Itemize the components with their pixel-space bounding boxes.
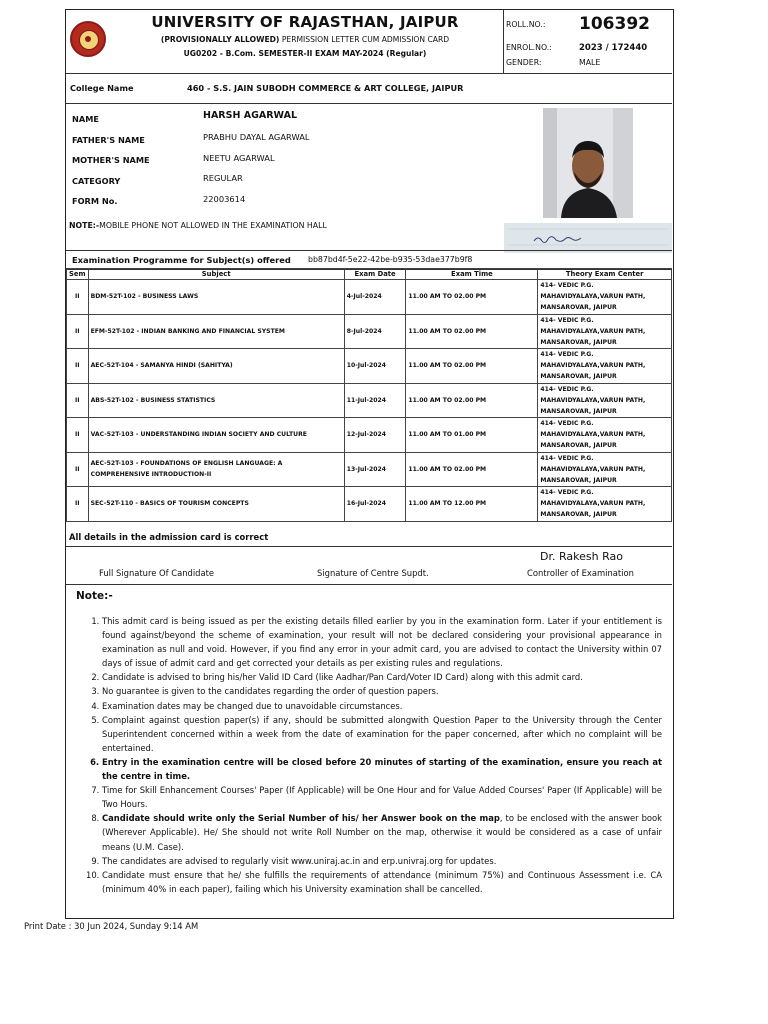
note-item: 3. No guarantee is given to the candidates regarding the order of question papers. — [102, 684, 662, 698]
row-time: 11.00 AM TO 12.00 PM — [406, 487, 538, 522]
signature-row — [66, 546, 672, 585]
roll-number: 106392 — [579, 14, 650, 34]
programme-header — [66, 250, 672, 270]
student-name: HARSH AGARWAL — [203, 110, 297, 121]
note-item: 9. The candidates are advised to regularly visit www.uniraj.ac.in and erp.univraj.org for updates. — [102, 854, 662, 868]
form-number: 22003614 — [203, 194, 246, 204]
gender-label: GENDER: — [506, 58, 542, 67]
row-date: 8-Jul-2024 — [344, 314, 406, 349]
row-subject: VAC-52T-103 - UNDERSTANDING INDIAN SOCIETY AND CULTURE — [88, 418, 344, 453]
controller-name: Dr. Rakesh Rao — [540, 550, 623, 563]
row-date: 11-Jul-2024 — [344, 383, 406, 418]
row-sem: II — [67, 418, 89, 453]
note-item: 8. Candidate should write only the Serial Number of his/ her Answer book on the map, to be enclosed with the answer book (Wherever Applicable). He/ She should not write Roll Number on the map, otherwise it would be considered as a case of unfair means (U.M. Case). — [102, 811, 662, 853]
row-time: 11.00 AM TO 02.00 PM — [406, 349, 538, 384]
row-subject: BDM-52T-102 - BUSINESS LAWS — [88, 280, 344, 315]
father-label: FATHER'S NAME — [72, 135, 145, 145]
column-header-date: Exam Date — [344, 269, 406, 280]
admission-card — [65, 9, 674, 919]
candidate-photo — [543, 108, 633, 218]
row-subject: ABS-52T-102 - BUSINESS STATISTICS — [88, 383, 344, 418]
column-header-sem: Sem — [67, 269, 89, 280]
row-center: 414- VEDIC P.G. MAHAVIDYALAYA,VARUN PATH, MANSAROVAR, JAIPUR — [538, 452, 672, 487]
controller-label: Controller of Examination — [527, 568, 634, 578]
candidate-signature-image — [504, 223, 672, 253]
row-time: 11.00 AM TO 02.00 PM — [406, 452, 538, 487]
name-label: NAME — [72, 114, 99, 124]
university-title: UNIVERSITY OF RAJASTHAN, JAIPUR — [151, 13, 459, 31]
row-center: 414- VEDIC P.G. MAHAVIDYALAYA,VARUN PATH, MANSAROVAR, JAIPUR — [538, 349, 672, 384]
row-date: 10-Jul-2024 — [344, 349, 406, 384]
father-name: PRABHU DAYAL AGARWAL — [203, 132, 310, 142]
category-label: CATEGORY — [72, 176, 121, 186]
row-time: 11.00 AM TO 01.00 PM — [406, 418, 538, 453]
row-sem: II — [67, 383, 89, 418]
note-item: 7. Time for Skill Enhancement Courses' Paper (If Applicable) will be One Hour and for Value Added Courses' Paper (If Applicable) will be Two Hours. — [102, 783, 662, 811]
row-center: 414- VEDIC P.G. MAHAVIDYALAYA,VARUN PATH, MANSAROVAR, JAIPUR — [538, 383, 672, 418]
exam-schedule-table — [66, 268, 672, 522]
column-header-time: Exam Time — [406, 269, 538, 280]
note-item: 10. Candidate must ensure that he/ she fulfills the requirements of attendance (minimum 75%) and Continuous Assessment i.e. CA (minimum 40% in each paper), failing which his University examination shall be cancelled. — [102, 868, 662, 896]
form-label: FORM No. — [72, 196, 118, 206]
column-header-subject: Subject — [88, 269, 344, 280]
row-time: 11.00 AM TO 02.00 PM — [406, 383, 538, 418]
row-center: 414- VEDIC P.G. MAHAVIDYALAYA,VARUN PATH, MANSAROVAR, JAIPUR — [538, 314, 672, 349]
row-time: 11.00 AM TO 02.00 PM — [406, 314, 538, 349]
exam-title: UG0202 - B.Com. SEMESTER-II EXAM MAY-2024 (Regular) — [183, 49, 427, 58]
table-row — [67, 452, 672, 487]
programme-label: Examination Programme for Subject(s) offered — [72, 255, 291, 265]
programme-code: bb87bd4f-5e22-42be-b935-53dae377b9f8 — [308, 255, 473, 264]
note-item: 5. Complaint against question paper(s) if any, should be submitted alongwith Question Paper to the University through the Center Superintendent concerned within a week from the date of examination for the paper concerned, after which no complaint will be entertained. — [102, 713, 662, 755]
row-center: 414- VEDIC P.G. MAHAVIDYALAYA,VARUN PATH, MANSAROVAR, JAIPUR — [538, 418, 672, 453]
mother-label: MOTHER'S NAME — [72, 155, 150, 165]
row-time: 11.00 AM TO 02.00 PM — [406, 280, 538, 315]
row-date: 16-Jul-2024 — [344, 487, 406, 522]
print-date: Print Date : 30 Jun 2024, Sunday 9:14 AM — [24, 921, 199, 931]
table-header-row — [67, 269, 672, 280]
row-sem: II — [67, 487, 89, 522]
admission-card-subtitle: (PROVISIONALLY ALLOWED) PERMISSION LETTER CUM ADMISSION CARD — [160, 35, 450, 44]
mobile-phone-note: NOTE:-MOBILE PHONE NOT ALLOWED IN THE EXAMINATION HALL — [69, 221, 327, 230]
confirmation-row — [66, 528, 672, 547]
row-sem: II — [67, 349, 89, 384]
note-item: 6. Entry in the examination centre will be closed before 20 minutes of starting of the examination, ensure you reach at the centre in time. — [102, 755, 662, 783]
college-row — [66, 73, 672, 104]
column-header-center: Theory Exam Center — [538, 269, 672, 280]
table-row — [67, 487, 672, 522]
table-row — [67, 280, 672, 315]
row-center: 414- VEDIC P.G. MAHAVIDYALAYA,VARUN PATH, MANSAROVAR, JAIPUR — [538, 280, 672, 315]
confirmation-text: All details in the admission card is correct — [69, 532, 269, 542]
card-header — [66, 10, 672, 74]
note-item: 1. This admit card is being issued as per the existing details filled earlier by you in the examination form. Later if your entitlement is found against/beyond the scheme of examination, your result will not be declared considering your provisional appearance in examination as null and void. However, if you find any error in your admit card, you are advised to contact the University within 07 days of issue of admit card and get corrected your details as per existing rules and regulations. — [102, 614, 662, 670]
row-sem: II — [67, 314, 89, 349]
row-subject: AEC-52T-104 - SAMANYA HINDI (SAHITYA) — [88, 349, 344, 384]
row-date: 4-Jul-2024 — [344, 280, 406, 315]
row-date: 13-Jul-2024 — [344, 452, 406, 487]
gender-value: MALE — [579, 58, 601, 67]
enrol-number: 2023 / 172440 — [579, 43, 648, 53]
college-label: College Name — [70, 83, 134, 93]
note-item: 2. Candidate is advised to bring his/her Valid ID Card (like Aadhar/Pan Card/Voter ID Card) along with this admit card. — [102, 670, 662, 684]
table-row — [67, 418, 672, 453]
candidate-signature-label: Full Signature Of Candidate — [99, 568, 215, 578]
table-row — [67, 349, 672, 384]
university-logo-icon — [70, 21, 106, 57]
note-item: 4. Examination dates may be changed due to unavoidable circumstances. — [102, 699, 662, 713]
row-date: 12-Jul-2024 — [344, 418, 406, 453]
centre-signature-label: Signature of Centre Supdt. — [317, 568, 429, 578]
table-row — [67, 383, 672, 418]
row-center: 414- VEDIC P.G. MAHAVIDYALAYA,VARUN PATH, MANSAROVAR, JAIPUR — [538, 487, 672, 522]
row-sem: II — [67, 452, 89, 487]
enrol-label: ENROL.NO.: — [506, 43, 552, 52]
row-subject: SEC-52T-110 - BASICS OF TOURISM CONCEPTS — [88, 487, 344, 522]
category-value: REGULAR — [203, 173, 243, 183]
row-subject: EFM-52T-102 - INDIAN BANKING AND FINANCIAL SYSTEM — [88, 314, 344, 349]
table-row — [67, 314, 672, 349]
college-name: 460 - S.S. JAIN SUBODH COMMERCE & ART COLLEGE, JAIPUR — [187, 83, 464, 93]
roll-label: ROLL.NO.: — [506, 20, 546, 29]
row-subject: AEC-52T-103 - FOUNDATIONS OF ENGLISH LANGUAGE: A COMPREHENSIVE INTRODUCTION-II — [88, 452, 344, 487]
notes-list — [102, 614, 662, 896]
notes-title: Note:- — [76, 590, 113, 602]
row-sem: II — [67, 280, 89, 315]
mother-name: NEETU AGARWAL — [203, 153, 275, 163]
